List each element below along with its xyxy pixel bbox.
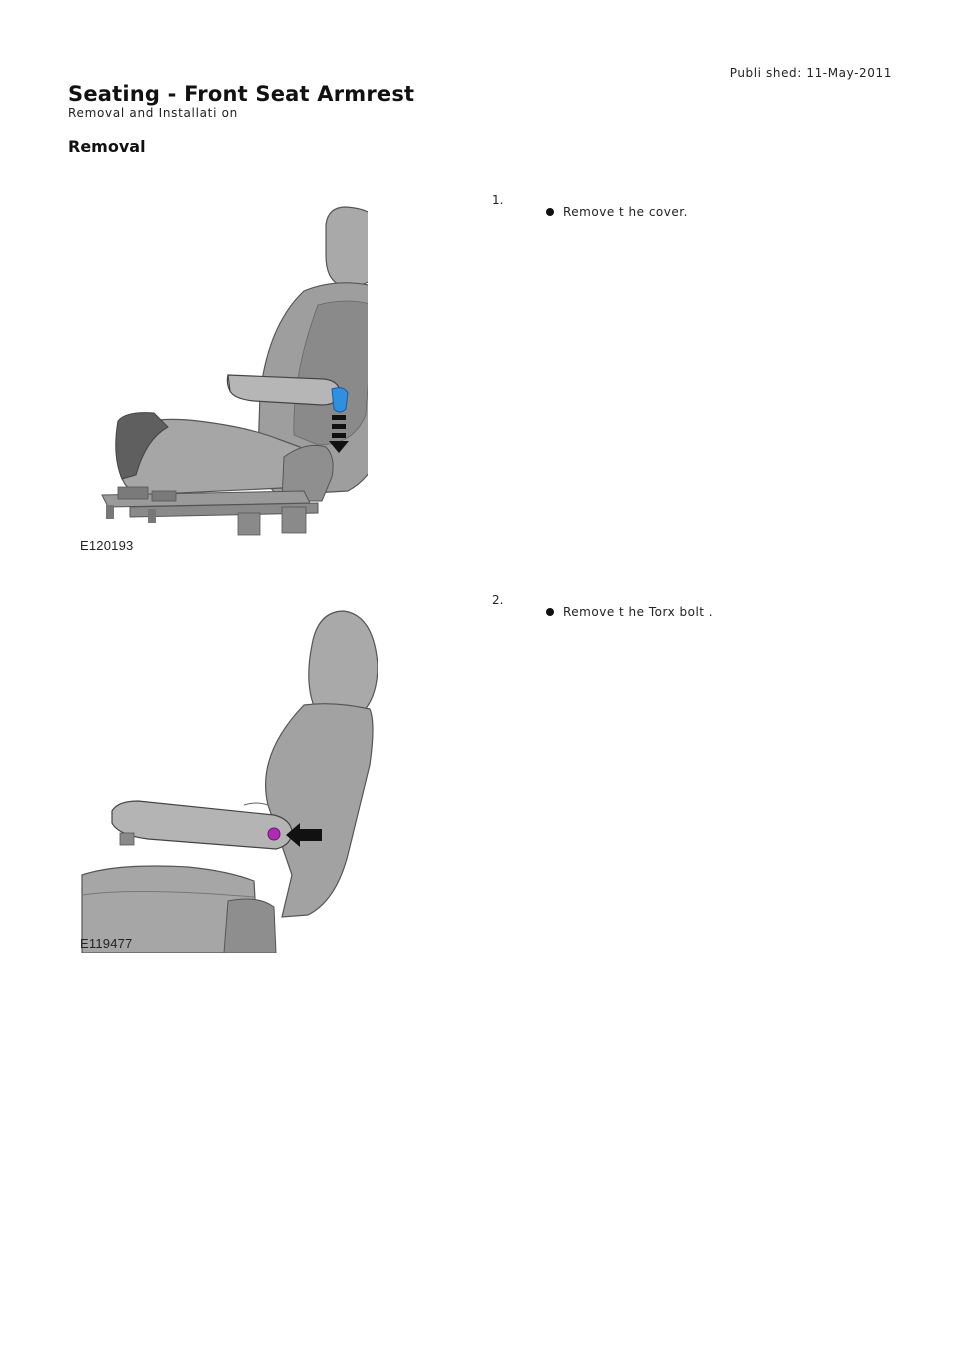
step-1-number: 1. (492, 193, 504, 207)
step-2-number: 2. (492, 593, 504, 607)
seat-cover-illustration (78, 195, 368, 555)
step-2-bullet-icon (546, 608, 554, 616)
step-1-text: Remove t he cover. (563, 205, 688, 219)
published-date: Publi shed: 11-May-2011 (729, 66, 892, 80)
section-title: Removal (68, 137, 146, 156)
step-2-text: Remove t he Torx bolt . (563, 605, 714, 619)
page-subtitle: Removal and Installati on (68, 106, 238, 120)
armrest-bolt-illustration (78, 605, 378, 953)
step-1-figure (78, 195, 368, 555)
figure-label-e119477: E119477 (80, 936, 133, 951)
page-title: Seating - Front Seat Armrest (68, 82, 415, 106)
step-2-figure (78, 605, 378, 953)
figure-label-e120193: E120193 (80, 538, 134, 553)
step-1-bullet-icon (546, 208, 554, 216)
